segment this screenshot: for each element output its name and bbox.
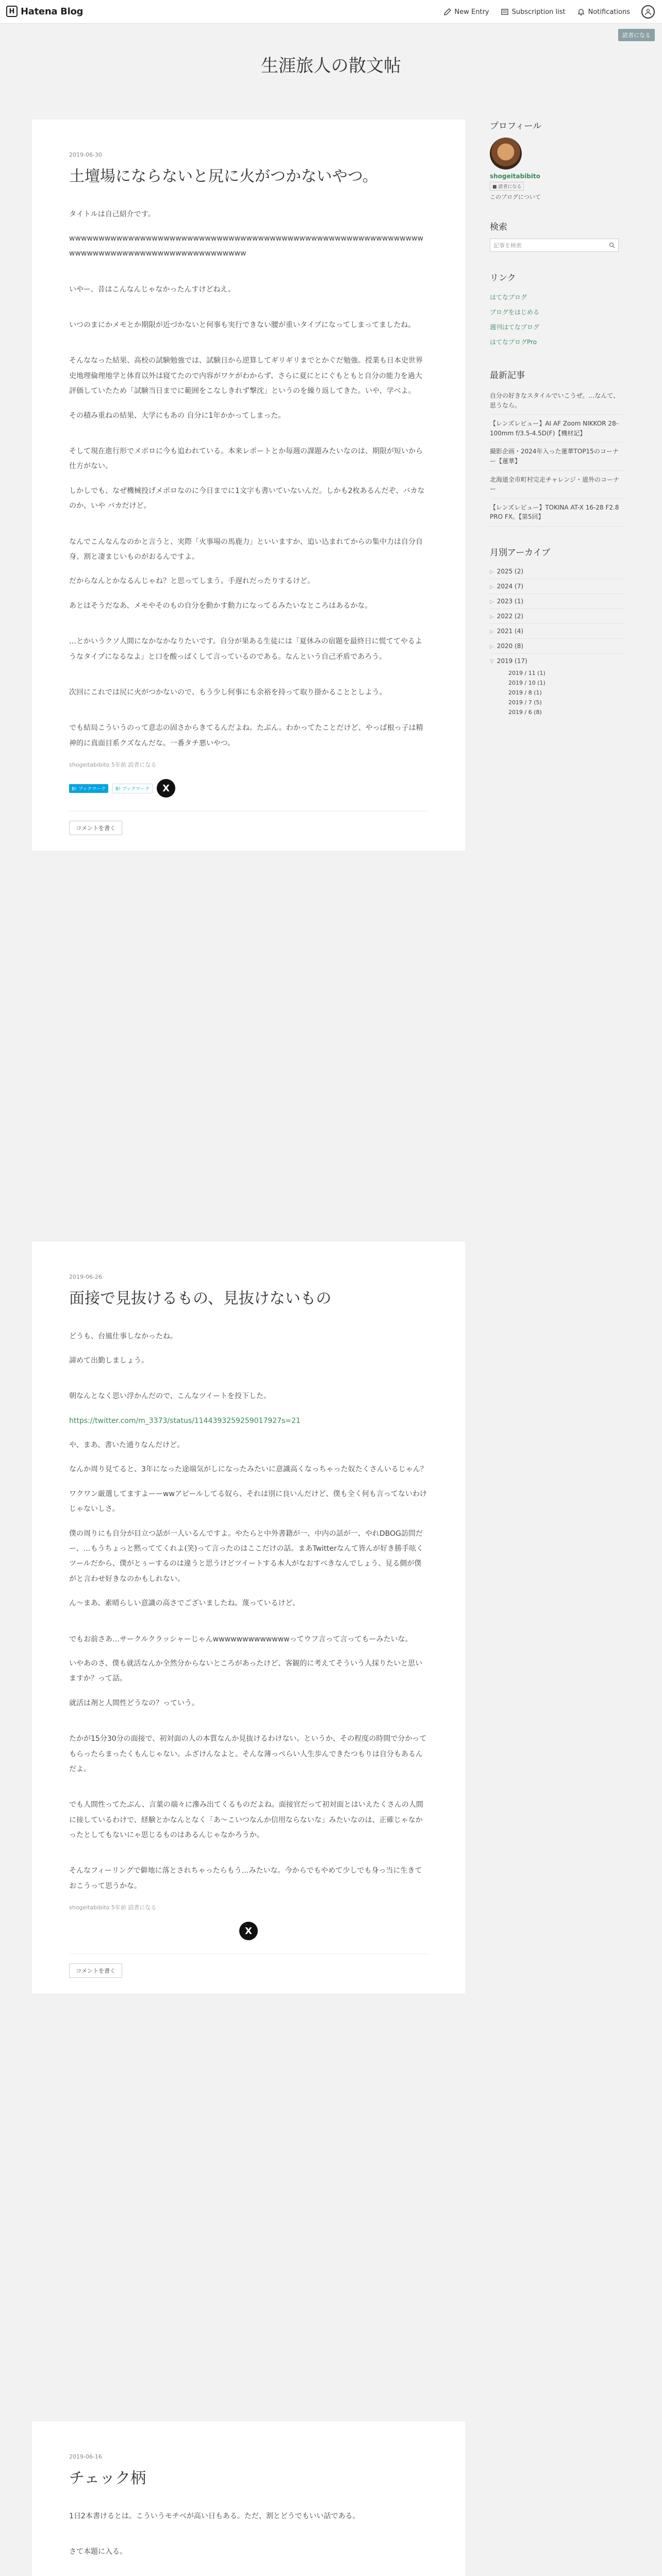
share-buttons [69,1922,428,1940]
user-icon [644,8,652,15]
new-entry-button[interactable] [443,8,489,16]
archive-year[interactable]: ▽ 2019 (17) [490,657,527,665]
hatena-logo-icon: H [6,6,18,17]
chevron-right-icon: ▷ [490,599,494,605]
paragraph: や、まあ、書いた通りなんだけど。 [69,1441,185,1450]
archive-month[interactable]: 2019 / 6 (8) [508,708,542,716]
sidebar [490,118,624,736]
about-blog-link[interactable]: このブログについて [490,194,541,200]
paragraph: …とかいうクソ人間になかなかなりたいです。自分が果ある生徒には「夏休みの宿題を最終日に慌ててやるようなタイプになるなよ」と口を酸っぱくして言っているのである。なんという自己矛盾であろう。 [69,637,422,661]
entry-body [69,2509,428,2576]
paragraph: 次回にこれでは尻に火がつかないので、もう少し何事にも余裕を持って取り掛かることとしよう。 [69,688,387,697]
paragraph: タイトルは自己紹介です。 [69,210,155,218]
paragraph: でもお前さあ…サークルクラッシャーじゃんwwwwwwwwwwwwwってウフ言って言ってもーみたいな。 [69,1635,412,1643]
paragraph: なんか周り見てると、3年になった途端気がしになったみたいに意識高くなっちゃった奴たくさんいるじゃん？ [69,1465,427,1474]
profile-name[interactable]: shogeitabibito [490,173,540,180]
entry-footer: shogeitabibito 5年前 読者になる [69,761,157,769]
entry-card [32,2421,465,2576]
subscription-list-button[interactable] [501,8,566,16]
profile-section [490,118,624,201]
recent-entry-link[interactable]: 撮影企画・2024年入った蓮華TOP15のコーナー【蓮華】 [490,443,624,470]
paragraph: いやー、昔はこんなんじゃなかったんすけどねえ。 [69,285,236,294]
link-item[interactable]: ブログをはじめる [490,309,540,316]
bookmark-count-button[interactable]: B! ブックマーク [112,784,153,793]
pencil-icon [443,8,452,16]
header-actions [443,5,655,19]
recent-entries-section [490,368,624,527]
paragraph: wwwwwwwwwwwwwwwwwwwwwwwwwwwwwwwwwwwwwwwwwwwwwwwwwwwwwwwwwwwwwwwwwwwwwwwwwwwwwwwwwwwwwwwwww [69,234,424,258]
share-buttons [69,779,428,798]
x-share-icon[interactable]: X [239,1922,258,1940]
paragraph [69,1414,428,1429]
user-menu-avatar[interactable] [641,5,655,19]
entry-title[interactable]: チェック柄 [69,2469,146,2487]
archive-heading: 月別アーカイブ [490,547,551,558]
entry-title[interactable]: 土壇場にならないと尻に火がつかないやつ。 [69,167,378,185]
entry-body [69,207,428,752]
recent-entry-link[interactable]: 【レンズレビュー】AI AF Zoom NIKKOR 28-100mm f/3.5-4.5D(F)【機材記】 [490,415,624,443]
new-entry-label: New Entry [454,8,489,16]
hatena-bookmark-button[interactable]: B! ブックマーク [69,784,108,793]
paragraph: だからなんとかなるんじゃね？と思ってしまう。手遅れだったりするけど。 [69,577,315,586]
paragraph: 僕の周りにも自分が目立つ話が一人いるんですよ。やたらと中外書籍が一、中内の話が一、やれDBOG訪問だー、…もうちょっと黙っててくれよ(笑)って言ったのはここだけの話。まあTwitterなんて皆んが好き勝手呟くツールだから、僕がとぅーするのは違うと思うけどツイートする本人がなおすべきなんでしょう、見る側が僕がと言わせ好きなのかもしれない。 [69,1529,424,1583]
search-section [490,219,624,252]
notifications-button[interactable] [577,8,630,16]
archive-month[interactable]: 2019 / 8 (1) [508,689,542,696]
entry-date[interactable]: 2019-06-30 [69,151,102,158]
links-section [490,270,624,349]
paragraph: 朝なんとなく思い浮かんだので、こんなツイートを投下した。 [69,1392,271,1401]
entry-date[interactable]: 2019-06-26 [69,1274,102,1280]
paragraph: ん～まあ、素晴らしい意識の高さでございましたね。蔑っているけど。 [69,1599,300,1608]
search-icon[interactable] [609,242,615,248]
write-comment-button[interactable]: コメントを書く [69,1963,122,1978]
chevron-right-icon: ▷ [490,584,494,590]
entry-body [69,1329,428,1894]
comment-area [69,1954,428,1993]
entry-card [32,120,465,851]
paragraph: そんなフィーリングで僻地に落とされちゃったらもう…みたいな。今からでもやめて少しでも身っ当に生きておこうって思うかな。 [69,1867,422,1890]
archive-month[interactable]: 2019 / 7 (5) [508,699,542,706]
archive-month[interactable]: 2019 / 11 (1) [508,669,545,676]
entry-title[interactable]: 面接で見抜けるもの、見抜けないもの [69,1290,332,1308]
entry-footer: shogeitabibito 5年前 読者になる [69,1904,157,1911]
x-share-icon[interactable]: X [157,779,175,798]
entry-card [32,1242,465,1993]
paragraph: そして現在進行形でメボロに今も追われている。本来レポートとか毎週の課題みたいなのは、期限が短いから仕方がない。 [69,447,423,471]
chevron-right-icon: ▷ [490,643,494,650]
chevron-down-icon: ▽ [490,658,494,665]
paragraph: でも結局こういうのって意志の固さからきてるんだよね。たぶん。わかってたことだけど、やっぱ根っ子は精神的に真面目系クズなんだな。一番タチ悪いやつ。 [69,724,423,748]
search-input[interactable] [490,239,619,252]
archive-year[interactable]: ▷ 2023 (1) [490,594,624,609]
chevron-right-icon: ▷ [490,614,494,620]
paragraph: さて本題に入る。 [69,2547,127,2556]
paragraph: たかが15分30分の面接で、初対面の人の本質なんか見抜けるわけない。というか、その程度の時間で分かってもらったらまったくもんじゃない。ふざけんなよと。そんな薄っぺらい人生歩んできたつもりは自分もあるんだよ。 [69,1735,427,1773]
paragraph: でも人間性ってたぶん、言葉の端々に滲み出てくるものだよね。面接官だって初対面とはいえたくさんの人間に接しているわけで、経験とかなんとなく「あ～こいつなんか信用ならないな」みたいなのは、正確じゃなかったとしてもないにゃ思じるものはあるんじゃなかろうか。 [69,1801,423,1840]
link-item[interactable]: はてなブログ [490,294,527,301]
archive-year[interactable]: ▷ 2024 (7) [490,579,624,594]
search-placeholder: 記事を検索 [493,242,522,249]
search-heading: 検索 [490,222,507,232]
paragraph: 1日2本書けるとは。こういうモチベが高い日もある。ただ、割とどうでもいい話である。 [69,2512,360,2520]
paragraph: あとはそうだなあ、メモやそのもの自分を動かす動力になってるみたいなところはあるかな。 [69,601,372,610]
paragraph: そんななった結果、高校の試験勉強では、試験日から逆算してギリギリまでとかぐだ勉強。授業も日本史世界史地理倫理地学と体育以外は寝てたので内容がワケがわからず、さらに夏にとにぐもともと自分の能力を過大評価していたため「試験当日までに範囲をこなしきれず撃沈」というのを繰り返してきた。いや、学べよ。 [69,357,423,396]
write-comment-button[interactable]: コメントを書く [69,821,122,835]
tweet-link[interactable]: https://twitter.com/m_3373/status/1144393259259017927s=21 [69,1416,301,1425]
archive-year[interactable]: ▷ 2025 (2) [490,564,624,579]
bell-icon [577,8,585,16]
recent-entry-link[interactable]: 北海道全市町村完走チャレンジ・道外のコーナー [490,471,624,499]
paragraph: なんでこんなんなのかと言うと、実際「火事場の馬鹿力」といいますか、追い込まれてからの集中力は自分自身、割と凄まじいものがおるんですよ。 [69,537,423,561]
subscription-list-label: Subscription list [511,8,566,16]
profile-avatar[interactable] [490,138,522,170]
recent-entry-link[interactable]: 自分の好きなスタイルでいこうぜ。…なんて、思うなら。 [490,387,624,415]
entry-date[interactable]: 2019-06-16 [69,2453,102,2460]
paragraph: どうも、台風仕事しなかったね。 [69,1332,177,1341]
archive-year[interactable]: ▷ 2021 (4) [490,624,624,639]
paragraph: 諦めて出勤しましょう。 [69,1356,148,1365]
list-icon [501,8,509,16]
global-header [0,0,662,24]
profile-subscribe-button[interactable]: ■ 読者になる [490,182,524,191]
paragraph: いやあのさ、僕も就活なんか全然分からないところがあったけど、客観的に考えてそういう人採りたいと思いますか？って話。 [69,1659,423,1683]
hatena-logo[interactable] [6,6,83,17]
recent-heading: 最新記事 [490,370,525,381]
chevron-right-icon: ▷ [490,569,494,575]
link-item[interactable]: はてなブログPro [490,338,537,346]
archive-section [490,545,624,717]
archive-month[interactable]: 2019 / 10 (1) [508,679,545,686]
paragraph: ワクワン厳選してますよーーwwアピールしてる奴ら、それは別に良いんだけど、僕も全く何も言ってないわけじゃないしさ。 [69,1489,427,1514]
links-heading: リンク [490,273,516,283]
paragraph: 就活は剤と人間性どうなの？っていう。 [69,1699,199,1707]
blog-title[interactable]: 生涯旅人の散文帖 [261,56,401,76]
archive-year[interactable]: ▷ 2022 (2) [490,609,624,624]
profile-heading: プロフィール [490,121,542,131]
comment-area [69,811,428,851]
archive-year[interactable]: ▷ 2020 (8) [490,639,624,654]
paragraph: しかしでも、なぜ機械投げメボロなのに今日までに1文字も書いていないんだ。しかも2枚あるんだぞ、バカなのか、いや バカだけど。 [69,486,425,511]
paragraph: いつのまにかメモとか期限が近づかないと何事も実行できない腰が重いタイプになってしまってましたね。 [69,321,416,330]
recent-entry-link[interactable]: 【レンズレビュー】TOKINA AT-X 16-28 F2.8 PRO FX。【第5回】 [490,499,624,527]
paragraph: その積み重ねの結果、大学にもあの 自分に1年かかってしまった。 [69,411,286,420]
notifications-label: Notifications [588,8,630,16]
chevron-right-icon: ▷ [490,629,494,635]
hatena-logo-text: Hatena Blog [21,6,84,17]
link-item[interactable]: 週刊はてなブログ [490,324,540,331]
subscribe-blog-button[interactable]: 読者になる [618,29,655,41]
